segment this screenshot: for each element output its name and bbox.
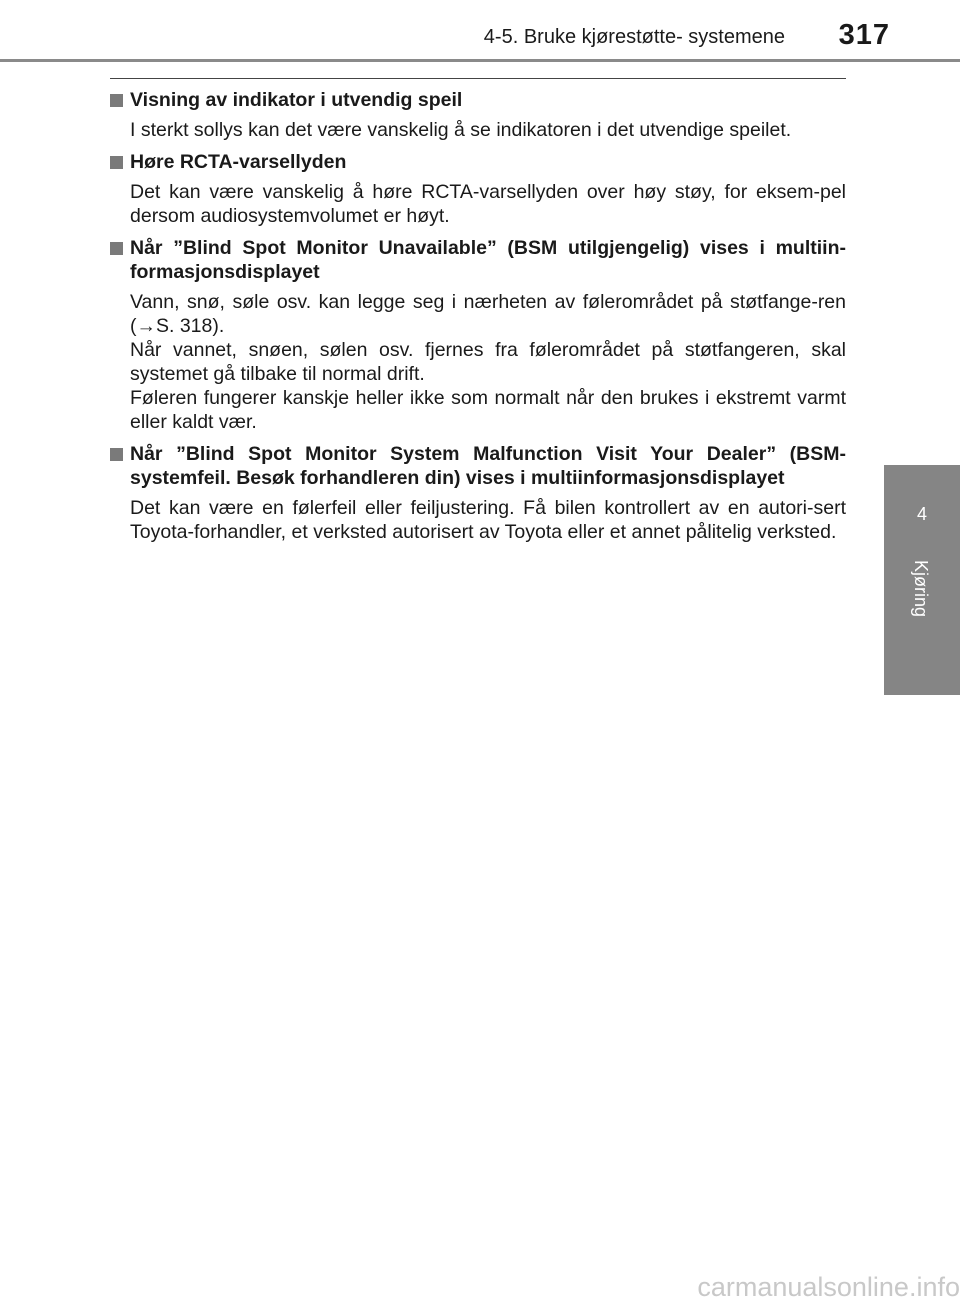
section-heading	[110, 442, 846, 490]
watermark: carmanualsonline.info	[697, 1272, 960, 1302]
section-body: I sterkt sollys kan det være vanskelig å se indikatoren i det utvendige speilet.	[130, 119, 792, 141]
page-content	[110, 88, 846, 552]
square-bullet-icon	[110, 448, 123, 461]
square-bullet-icon	[110, 94, 123, 107]
body-line: Når vannet, snøen, sølen osv. fjernes fra følerområdet på støtfangeren, skal systemet gå tilbake til normal drift.	[130, 339, 846, 385]
chapter-side-tab	[884, 465, 960, 695]
section-heading-text: Visning av indikator i utvendig speil	[130, 89, 463, 111]
body-line: Vann, snø, søle osv. kan legge seg i nærheten av følerområdet på støtfange-ren (→S. 318).	[130, 291, 846, 337]
page-number: 317	[838, 19, 890, 51]
section-bsm-unavailable	[110, 236, 846, 434]
section-bsm-malfunction	[110, 442, 846, 544]
section-heading	[110, 88, 846, 112]
header-divider	[0, 59, 960, 62]
section-heading	[110, 236, 846, 284]
section-body	[110, 290, 846, 434]
section-heading-text: Når ”Blind Spot Monitor Unavailable” (BSM utilgjengelig) vises i multiin-formasjonsdisplayet	[130, 237, 846, 283]
square-bullet-icon	[110, 242, 123, 255]
section-body: Det kan være vanskelig å høre RCTA-varsellyden over høy støy, for eksem-pel dersom audiosystemvolumet er høyt.	[130, 181, 846, 227]
square-bullet-icon	[110, 156, 123, 169]
section-heading-text: Høre RCTA-varsellyden	[130, 151, 347, 173]
page-header-title: 4-5. Bruke kjørestøtte- systemene	[483, 26, 785, 48]
chapter-label: Kjøring	[911, 560, 931, 618]
chapter-number: 4	[916, 504, 927, 524]
body-line: Føleren fungerer kanskje heller ikke som normalt når den brukes i ekstremt varmt eller kaldt vær.	[130, 387, 846, 433]
section-mirror-indicator	[110, 88, 846, 142]
section-heading-text: Når ”Blind Spot Monitor System Malfunction Visit Your Dealer” (BSM-systemfeil. Besøk forhandleren din) vises i multiinformasjonsdisplayet	[130, 443, 846, 489]
section-body: Det kan være en følerfeil eller feiljustering. Få bilen kontrollert av en autori-sert Toyota-forhandler, et verksted autorisert av Toyota eller et annet pålitelig verksted.	[130, 497, 846, 543]
content-divider	[110, 78, 846, 79]
section-rcta-sound	[110, 150, 846, 228]
section-heading	[110, 150, 846, 174]
